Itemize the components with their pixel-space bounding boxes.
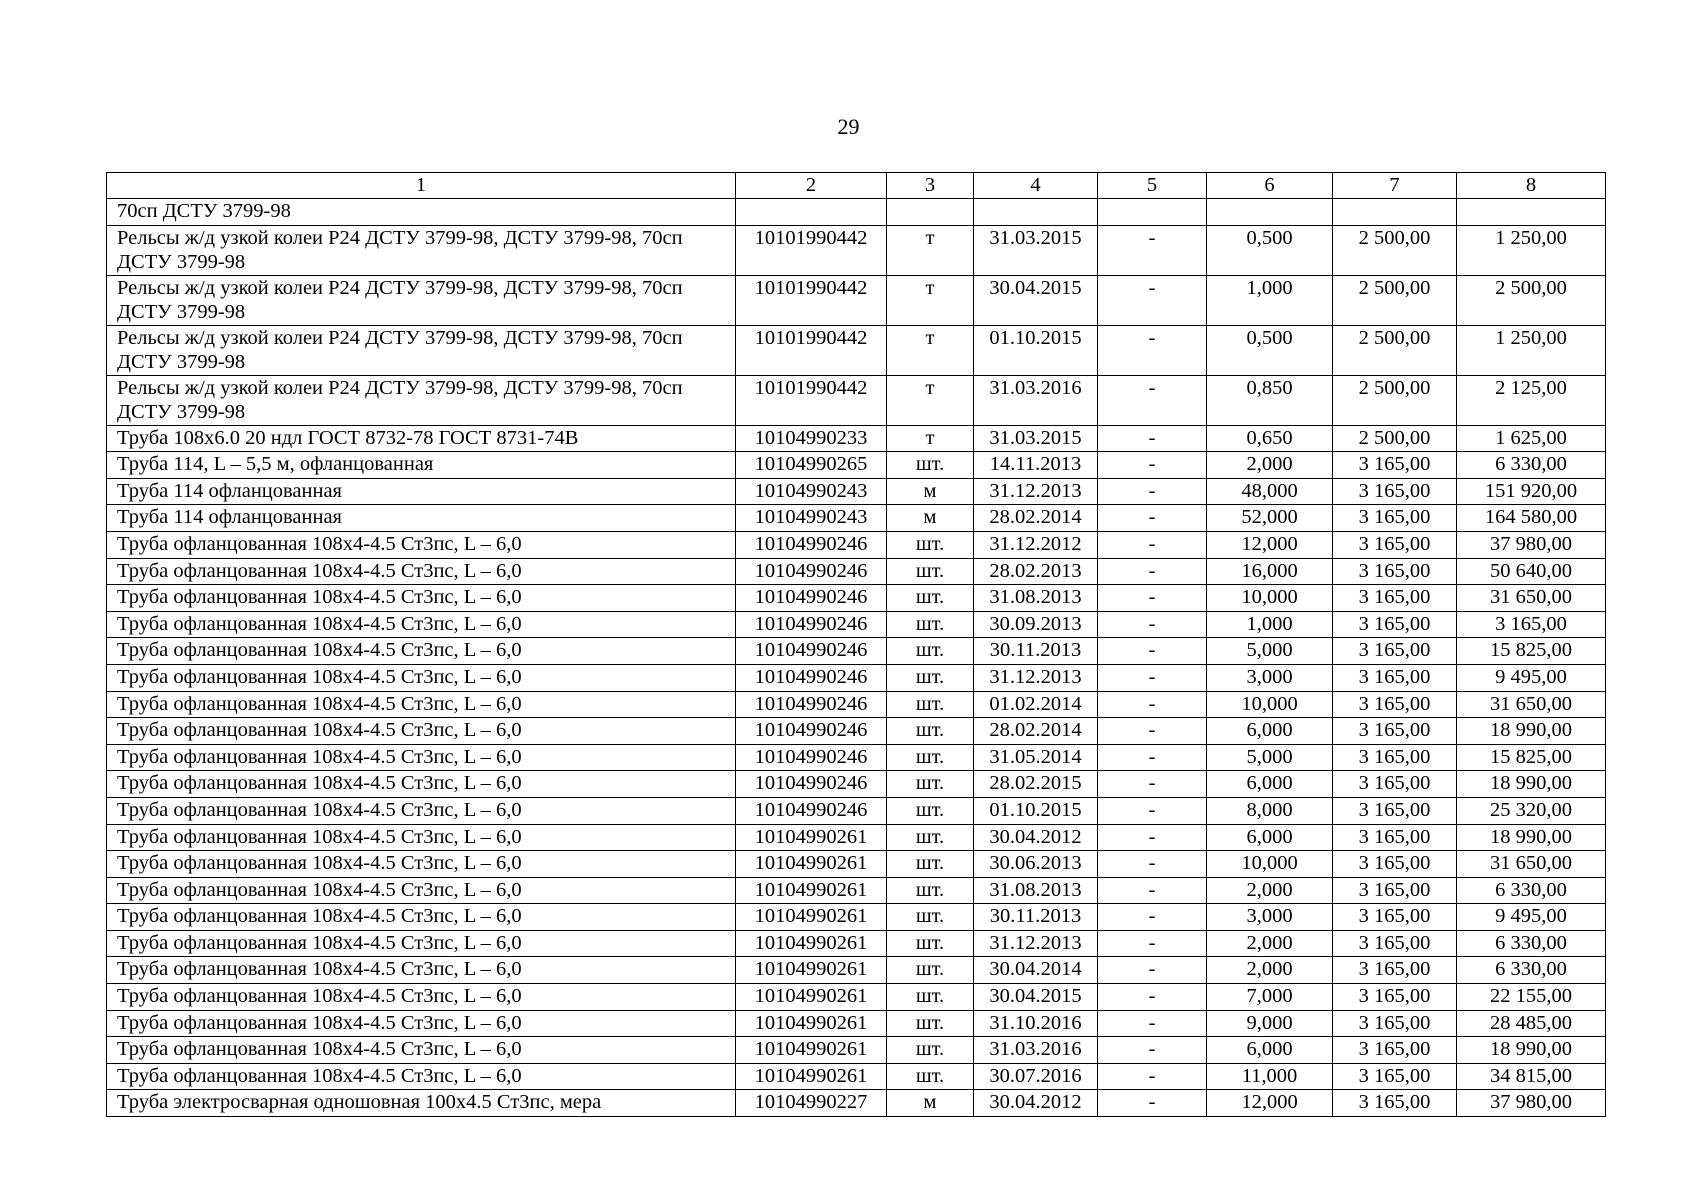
- cell-column-5-value: [1098, 199, 1207, 226]
- table-row: [107, 904, 1606, 931]
- cell-item-name: Труба офланцованная 108х4-4.5 Ст3пс, L – 6,0: [107, 877, 736, 904]
- table-row: [107, 691, 1606, 718]
- cell-price: 3 165,00: [1333, 877, 1457, 904]
- cell-date: 30.06.2013: [974, 851, 1098, 878]
- cell-price: 3 165,00: [1333, 930, 1457, 957]
- cell-amount: 6 330,00: [1457, 957, 1606, 984]
- table-row: [107, 1063, 1606, 1090]
- cell-item-code: 10104990261: [736, 1037, 887, 1064]
- cell-amount: 22 155,00: [1457, 984, 1606, 1011]
- cell-column-5-value: -: [1098, 505, 1207, 532]
- cell-date: 30.11.2013: [974, 638, 1098, 665]
- cell-price: 2 500,00: [1333, 275, 1457, 325]
- cell-item-name: Труба офланцованная 108х4-4.5 Ст3пс, L – 6,0: [107, 771, 736, 798]
- table-row: [107, 1010, 1606, 1037]
- cell-date: [974, 199, 1098, 226]
- cell-item-code: 10104990261: [736, 1063, 887, 1090]
- cell-date: 01.10.2015: [974, 325, 1098, 375]
- cell-quantity: 2,000: [1207, 452, 1333, 479]
- cell-price: 3 165,00: [1333, 851, 1457, 878]
- table-row: [107, 199, 1606, 226]
- cell-unit: шт.: [887, 691, 974, 718]
- table-row: [107, 452, 1606, 479]
- cell-unit: шт.: [887, 771, 974, 798]
- cell-column-5-value: -: [1098, 1037, 1207, 1064]
- table-row: [107, 585, 1606, 612]
- cell-amount: 28 485,00: [1457, 1010, 1606, 1037]
- cell-item-name: Труба 108х6.0 20 ндл ГОСТ 8732-78 ГОСТ 8731-74В: [107, 425, 736, 452]
- cell-price: 3 165,00: [1333, 771, 1457, 798]
- cell-item-code: 10104990227: [736, 1090, 887, 1117]
- column-number-6: 6: [1207, 173, 1333, 199]
- cell-item-code: 10104990261: [736, 877, 887, 904]
- table-row: [107, 375, 1606, 425]
- cell-price: 3 165,00: [1333, 585, 1457, 612]
- cell-unit: шт.: [887, 957, 974, 984]
- cell-price: 3 165,00: [1333, 558, 1457, 585]
- table-row: [107, 797, 1606, 824]
- cell-amount: 9 495,00: [1457, 904, 1606, 931]
- cell-price: 3 165,00: [1333, 638, 1457, 665]
- cell-quantity: 8,000: [1207, 797, 1333, 824]
- table-row: [107, 664, 1606, 691]
- cell-price: 3 165,00: [1333, 957, 1457, 984]
- cell-item-code: 10104990265: [736, 452, 887, 479]
- cell-item-name: Труба офланцованная 108х4-4.5 Ст3пс, L – 6,0: [107, 531, 736, 558]
- cell-unit: шт.: [887, 585, 974, 612]
- cell-item-name: Рельсы ж/д узкой колеи Р24 ДСТУ 3799-98, ДСТУ 3799-98, 70сп ДСТУ 3799-98: [107, 375, 736, 425]
- table-row: [107, 744, 1606, 771]
- cell-quantity: 0,500: [1207, 225, 1333, 275]
- cell-amount: 6 330,00: [1457, 877, 1606, 904]
- cell-date: 01.10.2015: [974, 797, 1098, 824]
- column-number-2: 2: [736, 173, 887, 199]
- table-row: [107, 531, 1606, 558]
- table-row: [107, 225, 1606, 275]
- cell-date: 30.07.2016: [974, 1063, 1098, 1090]
- cell-unit: м: [887, 505, 974, 532]
- cell-unit: т: [887, 225, 974, 275]
- cell-quantity: 10,000: [1207, 585, 1333, 612]
- cell-column-5-value: -: [1098, 744, 1207, 771]
- table-row: [107, 771, 1606, 798]
- cell-price: 3 165,00: [1333, 478, 1457, 505]
- cell-column-5-value: -: [1098, 1090, 1207, 1117]
- cell-quantity: 1,000: [1207, 275, 1333, 325]
- table-row: [107, 930, 1606, 957]
- cell-column-5-value: -: [1098, 904, 1207, 931]
- cell-price: 3 165,00: [1333, 1090, 1457, 1117]
- cell-item-code: 10101990442: [736, 325, 887, 375]
- cell-column-5-value: -: [1098, 851, 1207, 878]
- column-number-7: 7: [1333, 173, 1457, 199]
- cell-quantity: 0,650: [1207, 425, 1333, 452]
- cell-price: 3 165,00: [1333, 984, 1457, 1011]
- cell-date: 31.08.2013: [974, 585, 1098, 612]
- cell-item-code: 10104990243: [736, 505, 887, 532]
- cell-date: 31.12.2012: [974, 531, 1098, 558]
- cell-amount: 1 250,00: [1457, 225, 1606, 275]
- cell-item-code: 10104990233: [736, 425, 887, 452]
- column-number-5: 5: [1098, 173, 1207, 199]
- cell-price: 3 165,00: [1333, 797, 1457, 824]
- cell-date: 30.09.2013: [974, 611, 1098, 638]
- cell-column-5-value: -: [1098, 1063, 1207, 1090]
- cell-date: 28.02.2014: [974, 718, 1098, 745]
- cell-amount: 2 500,00: [1457, 275, 1606, 325]
- cell-amount: 18 990,00: [1457, 824, 1606, 851]
- cell-date: 30.04.2015: [974, 984, 1098, 1011]
- cell-column-5-value: -: [1098, 957, 1207, 984]
- cell-item-code: 10104990246: [736, 771, 887, 798]
- cell-amount: 31 650,00: [1457, 851, 1606, 878]
- cell-column-5-value: -: [1098, 531, 1207, 558]
- cell-date: 31.12.2013: [974, 478, 1098, 505]
- cell-unit: шт.: [887, 851, 974, 878]
- table-row: [107, 638, 1606, 665]
- cell-quantity: 52,000: [1207, 505, 1333, 532]
- cell-unit: шт.: [887, 664, 974, 691]
- cell-item-code: 10104990261: [736, 851, 887, 878]
- table-row: [107, 505, 1606, 532]
- cell-item-code: 10104990261: [736, 824, 887, 851]
- inventory-table: [106, 172, 1606, 1117]
- cell-price: 2 500,00: [1333, 325, 1457, 375]
- cell-amount: 34 815,00: [1457, 1063, 1606, 1090]
- cell-column-5-value: -: [1098, 452, 1207, 479]
- cell-unit: [887, 199, 974, 226]
- cell-item-code: 10104990246: [736, 638, 887, 665]
- cell-item-name: Труба 114 офланцованная: [107, 505, 736, 532]
- cell-item-name: Труба офланцованная 108х4-4.5 Ст3пс, L – 6,0: [107, 957, 736, 984]
- cell-item-name: Труба офланцованная 108х4-4.5 Ст3пс, L – 6,0: [107, 930, 736, 957]
- cell-item-code: 10101990442: [736, 225, 887, 275]
- cell-price: 3 165,00: [1333, 664, 1457, 691]
- cell-price: 3 165,00: [1333, 611, 1457, 638]
- cell-amount: 18 990,00: [1457, 1037, 1606, 1064]
- cell-item-name: Труба офланцованная 108х4-4.5 Ст3пс, L – 6,0: [107, 664, 736, 691]
- cell-amount: [1457, 199, 1606, 226]
- cell-column-5-value: -: [1098, 375, 1207, 425]
- cell-amount: 31 650,00: [1457, 691, 1606, 718]
- cell-amount: 50 640,00: [1457, 558, 1606, 585]
- column-number-8: 8: [1457, 173, 1606, 199]
- cell-item-code: 10104990246: [736, 718, 887, 745]
- cell-item-name: Труба офланцованная 108х4-4.5 Ст3пс, L – 6,0: [107, 744, 736, 771]
- cell-unit: т: [887, 325, 974, 375]
- cell-date: 28.02.2014: [974, 505, 1098, 532]
- cell-date: 01.02.2014: [974, 691, 1098, 718]
- table-row: [107, 851, 1606, 878]
- cell-item-code: 10104990246: [736, 664, 887, 691]
- cell-unit: шт.: [887, 797, 974, 824]
- cell-price: 3 165,00: [1333, 1063, 1457, 1090]
- cell-unit: шт.: [887, 930, 974, 957]
- cell-quantity: 2,000: [1207, 957, 1333, 984]
- cell-date: 31.05.2014: [974, 744, 1098, 771]
- cell-unit: шт.: [887, 877, 974, 904]
- table-row: [107, 425, 1606, 452]
- cell-price: 3 165,00: [1333, 1010, 1457, 1037]
- cell-item-name: Труба офланцованная 108х4-4.5 Ст3пс, L – 6,0: [107, 1010, 736, 1037]
- cell-date: 31.08.2013: [974, 877, 1098, 904]
- table-row: [107, 611, 1606, 638]
- cell-unit: шт.: [887, 611, 974, 638]
- cell-unit: шт.: [887, 718, 974, 745]
- cell-column-5-value: -: [1098, 797, 1207, 824]
- cell-unit: шт.: [887, 452, 974, 479]
- cell-date: 28.02.2013: [974, 558, 1098, 585]
- table-row: [107, 1090, 1606, 1117]
- cell-price: 3 165,00: [1333, 824, 1457, 851]
- cell-date: 30.04.2012: [974, 1090, 1098, 1117]
- cell-price: 3 165,00: [1333, 904, 1457, 931]
- cell-quantity: 48,000: [1207, 478, 1333, 505]
- cell-item-name: Труба электросварная одношовная 100х4.5 Ст3пс, мера: [107, 1090, 736, 1117]
- cell-date: 31.03.2016: [974, 1037, 1098, 1064]
- cell-item-code: 10101990442: [736, 275, 887, 325]
- cell-item-code: 10104990246: [736, 558, 887, 585]
- column-number-3: 3: [887, 173, 974, 199]
- cell-item-name: Труба офланцованная 108х4-4.5 Ст3пс, L – 6,0: [107, 611, 736, 638]
- cell-item-name: Труба офланцованная 108х4-4.5 Ст3пс, L – 6,0: [107, 824, 736, 851]
- cell-amount: 15 825,00: [1457, 638, 1606, 665]
- cell-quantity: 5,000: [1207, 744, 1333, 771]
- cell-price: [1333, 199, 1457, 226]
- cell-column-5-value: -: [1098, 771, 1207, 798]
- cell-date: 31.10.2016: [974, 1010, 1098, 1037]
- cell-unit: т: [887, 275, 974, 325]
- cell-item-code: 10104990246: [736, 797, 887, 824]
- cell-unit: шт.: [887, 904, 974, 931]
- cell-column-5-value: -: [1098, 611, 1207, 638]
- cell-unit: шт.: [887, 531, 974, 558]
- cell-quantity: 3,000: [1207, 904, 1333, 931]
- cell-item-name: Труба офланцованная 108х4-4.5 Ст3пс, L – 6,0: [107, 1063, 736, 1090]
- cell-item-name: 70сп ДСТУ 3799-98: [107, 199, 736, 226]
- cell-quantity: 12,000: [1207, 531, 1333, 558]
- cell-unit: шт.: [887, 1037, 974, 1064]
- cell-item-name: Труба офланцованная 108х4-4.5 Ст3пс, L – 6,0: [107, 851, 736, 878]
- cell-item-name: Труба офланцованная 108х4-4.5 Ст3пс, L – 6,0: [107, 984, 736, 1011]
- cell-date: 31.03.2015: [974, 425, 1098, 452]
- cell-column-5-value: -: [1098, 984, 1207, 1011]
- cell-item-name: Труба офланцованная 108х4-4.5 Ст3пс, L – 6,0: [107, 718, 736, 745]
- cell-column-5-value: -: [1098, 558, 1207, 585]
- cell-quantity: 10,000: [1207, 851, 1333, 878]
- table-row: [107, 558, 1606, 585]
- cell-column-5-value: -: [1098, 1010, 1207, 1037]
- cell-column-5-value: -: [1098, 691, 1207, 718]
- page-number: 29: [837, 114, 860, 139]
- cell-column-5-value: -: [1098, 930, 1207, 957]
- cell-date: 31.03.2015: [974, 225, 1098, 275]
- cell-date: 30.04.2014: [974, 957, 1098, 984]
- cell-quantity: 6,000: [1207, 1037, 1333, 1064]
- table-row: [107, 1037, 1606, 1064]
- cell-item-code: 10104990246: [736, 531, 887, 558]
- cell-unit: шт.: [887, 824, 974, 851]
- cell-quantity: 0,500: [1207, 325, 1333, 375]
- cell-unit: шт.: [887, 1010, 974, 1037]
- cell-item-name: Труба офланцованная 108х4-4.5 Ст3пс, L – 6,0: [107, 691, 736, 718]
- cell-column-5-value: -: [1098, 585, 1207, 612]
- cell-item-code: 10104990246: [736, 691, 887, 718]
- cell-item-code: 10104990246: [736, 744, 887, 771]
- cell-amount: 151 920,00: [1457, 478, 1606, 505]
- cell-unit: шт.: [887, 638, 974, 665]
- cell-unit: шт.: [887, 1063, 974, 1090]
- cell-price: 3 165,00: [1333, 505, 1457, 532]
- cell-amount: 6 330,00: [1457, 452, 1606, 479]
- cell-price: 3 165,00: [1333, 531, 1457, 558]
- cell-column-5-value: -: [1098, 425, 1207, 452]
- table-row: [107, 325, 1606, 375]
- cell-column-5-value: -: [1098, 275, 1207, 325]
- cell-amount: 1 625,00: [1457, 425, 1606, 452]
- cell-column-5-value: -: [1098, 664, 1207, 691]
- cell-column-5-value: -: [1098, 478, 1207, 505]
- cell-quantity: 6,000: [1207, 718, 1333, 745]
- cell-quantity: 16,000: [1207, 558, 1333, 585]
- cell-amount: 15 825,00: [1457, 744, 1606, 771]
- cell-item-name: Труба 114 офланцованная: [107, 478, 736, 505]
- cell-price: 2 500,00: [1333, 425, 1457, 452]
- cell-quantity: 2,000: [1207, 930, 1333, 957]
- cell-column-5-value: -: [1098, 225, 1207, 275]
- cell-item-name: Труба офланцованная 108х4-4.5 Ст3пс, L – 6,0: [107, 797, 736, 824]
- cell-unit: шт.: [887, 744, 974, 771]
- cell-date: 31.12.2013: [974, 930, 1098, 957]
- cell-column-5-value: -: [1098, 824, 1207, 851]
- cell-date: 31.12.2013: [974, 664, 1098, 691]
- table-row: [107, 824, 1606, 851]
- cell-item-name: Рельсы ж/д узкой колеи Р24 ДСТУ 3799-98, ДСТУ 3799-98, 70сп ДСТУ 3799-98: [107, 275, 736, 325]
- cell-unit: т: [887, 375, 974, 425]
- table-row: [107, 718, 1606, 745]
- cell-amount: 164 580,00: [1457, 505, 1606, 532]
- cell-amount: 18 990,00: [1457, 771, 1606, 798]
- cell-unit: м: [887, 478, 974, 505]
- cell-amount: 2 125,00: [1457, 375, 1606, 425]
- cell-quantity: 6,000: [1207, 771, 1333, 798]
- cell-column-5-value: -: [1098, 877, 1207, 904]
- table-row: [107, 275, 1606, 325]
- cell-quantity: 9,000: [1207, 1010, 1333, 1037]
- cell-quantity: 10,000: [1207, 691, 1333, 718]
- column-number-1: 1: [107, 173, 736, 199]
- cell-quantity: 6,000: [1207, 824, 1333, 851]
- cell-date: 30.04.2012: [974, 824, 1098, 851]
- table-body: [107, 199, 1606, 1117]
- cell-amount: 25 320,00: [1457, 797, 1606, 824]
- cell-item-name: Труба офланцованная 108х4-4.5 Ст3пс, L – 6,0: [107, 585, 736, 612]
- cell-amount: 6 330,00: [1457, 930, 1606, 957]
- cell-date: 14.11.2013: [974, 452, 1098, 479]
- cell-quantity: 7,000: [1207, 984, 1333, 1011]
- cell-unit: шт.: [887, 558, 974, 585]
- column-number-4: 4: [974, 173, 1098, 199]
- cell-date: 28.02.2015: [974, 771, 1098, 798]
- cell-date: 31.03.2016: [974, 375, 1098, 425]
- cell-quantity: 0,850: [1207, 375, 1333, 425]
- cell-amount: 37 980,00: [1457, 1090, 1606, 1117]
- cell-unit: шт.: [887, 984, 974, 1011]
- cell-price: 3 165,00: [1333, 1037, 1457, 1064]
- cell-unit: м: [887, 1090, 974, 1117]
- cell-amount: 1 250,00: [1457, 325, 1606, 375]
- cell-amount: 18 990,00: [1457, 718, 1606, 745]
- cell-item-name: Труба офланцованная 108х4-4.5 Ст3пс, L – 6,0: [107, 558, 736, 585]
- cell-quantity: [1207, 199, 1333, 226]
- cell-item-name: Рельсы ж/д узкой колеи Р24 ДСТУ 3799-98, ДСТУ 3799-98, 70сп ДСТУ 3799-98: [107, 325, 736, 375]
- cell-column-5-value: -: [1098, 325, 1207, 375]
- table-row: [107, 957, 1606, 984]
- cell-item-code: 10104990261: [736, 904, 887, 931]
- cell-item-code: 10104990246: [736, 585, 887, 612]
- cell-price: 2 500,00: [1333, 375, 1457, 425]
- cell-item-code: 10104990246: [736, 611, 887, 638]
- cell-unit: т: [887, 425, 974, 452]
- cell-price: 3 165,00: [1333, 744, 1457, 771]
- cell-item-name: Рельсы ж/д узкой колеи Р24 ДСТУ 3799-98, ДСТУ 3799-98, 70сп ДСТУ 3799-98: [107, 225, 736, 275]
- cell-amount: 3 165,00: [1457, 611, 1606, 638]
- cell-item-name: Труба офланцованная 108х4-4.5 Ст3пс, L – 6,0: [107, 638, 736, 665]
- table-row: [107, 478, 1606, 505]
- cell-quantity: 12,000: [1207, 1090, 1333, 1117]
- table-row: [107, 877, 1606, 904]
- cell-quantity: 3,000: [1207, 664, 1333, 691]
- cell-price: 3 165,00: [1333, 718, 1457, 745]
- cell-price: 3 165,00: [1333, 691, 1457, 718]
- cell-amount: 37 980,00: [1457, 531, 1606, 558]
- cell-item-name: Труба офланцованная 108х4-4.5 Ст3пс, L – 6,0: [107, 904, 736, 931]
- cell-quantity: 2,000: [1207, 877, 1333, 904]
- cell-item-code: 10104990243: [736, 478, 887, 505]
- cell-price: 2 500,00: [1333, 225, 1457, 275]
- cell-item-code: 10104990261: [736, 1010, 887, 1037]
- cell-date: 30.04.2015: [974, 275, 1098, 325]
- cell-quantity: 1,000: [1207, 611, 1333, 638]
- cell-column-5-value: -: [1098, 638, 1207, 665]
- cell-quantity: 11,000: [1207, 1063, 1333, 1090]
- cell-item-code: 10104990261: [736, 957, 887, 984]
- cell-item-code: [736, 199, 887, 226]
- cell-quantity: 5,000: [1207, 638, 1333, 665]
- cell-item-name: Труба 114, L – 5,5 м, офланцованная: [107, 452, 736, 479]
- cell-date: 30.11.2013: [974, 904, 1098, 931]
- table-row: [107, 984, 1606, 1011]
- cell-amount: 9 495,00: [1457, 664, 1606, 691]
- column-number-row: [107, 173, 1606, 199]
- cell-item-code: 10101990442: [736, 375, 887, 425]
- cell-item-name: Труба офланцованная 108х4-4.5 Ст3пс, L – 6,0: [107, 1037, 736, 1064]
- cell-price: 3 165,00: [1333, 452, 1457, 479]
- cell-amount: 31 650,00: [1457, 585, 1606, 612]
- cell-item-code: 10104990261: [736, 930, 887, 957]
- cell-item-code: 10104990261: [736, 984, 887, 1011]
- cell-column-5-value: -: [1098, 718, 1207, 745]
